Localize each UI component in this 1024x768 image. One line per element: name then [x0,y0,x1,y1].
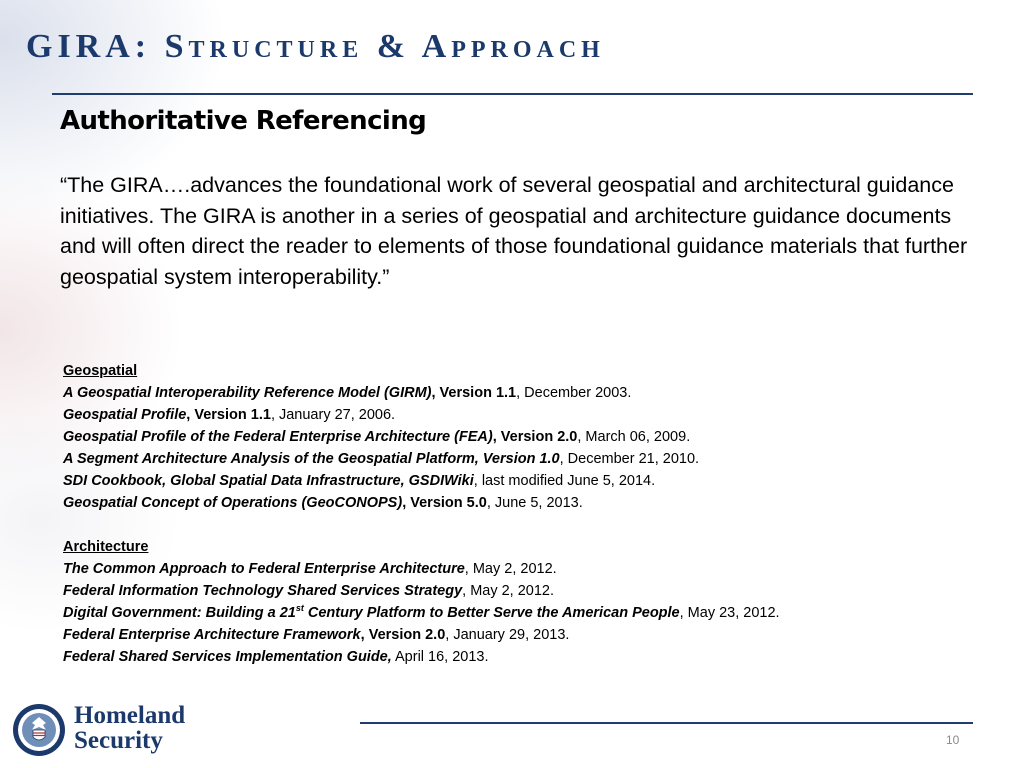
reference-title [63,605,680,621]
reference-title-part: Digital Government: Building a 21 [63,605,296,621]
reference-item [63,404,1003,426]
reference-version: , Version 2.0 [360,627,446,643]
reference-version: , Version 1.1 [431,385,517,401]
slide-subtitle: Authoritative Referencing [60,106,427,136]
reference-title-part: Century Platform to Better Serve the American People [303,605,680,621]
logo-line-1: Homeland [74,702,186,729]
reference-title: A Segment Architecture Analysis of the Geospatial Platform, Version 1.0 [63,451,560,467]
reference-date: , June 5, 2013. [486,495,583,511]
reference-version: , Version 2.0 [492,429,578,445]
reference-title: The Common Approach to Federal Enterprise Architecture [63,561,465,577]
geospatial-heading: Geospatial [63,363,138,379]
dhs-logo [12,703,202,759]
title-divider [52,93,973,95]
reference-item [63,558,1003,580]
reference-item [63,646,1003,668]
reference-date: April 16, 2013. [391,649,489,665]
reference-title: Geospatial Concept of Operations (GeoCONOPS) [63,495,403,511]
reference-title: Federal Enterprise Architecture Framework [63,627,361,643]
reference-date: , last modified June 5, 2014. [473,473,656,489]
architecture-heading: Architecture [63,539,149,555]
reference-item [63,470,1003,492]
reference-date: , January 29, 2013. [445,627,570,643]
reference-date: , December 2003. [516,385,632,401]
reference-item [63,382,1003,404]
reference-date: , January 27, 2006. [270,407,396,423]
dhs-seal-icon [12,703,66,757]
reference-title: Geospatial Profile [63,407,187,423]
reference-item [63,492,1003,514]
reference-title-superscript: st [295,603,304,614]
reference-date: , March 06, 2009. [577,429,691,445]
reference-title: Federal Shared Services Implementation Guide, [63,649,392,665]
quote-paragraph: “The GIRA….advances the foundational work of several geospatial and architectural guidance initiatives. The GIRA is another in a series of geospatial and architecture guidance documents and will often direct the reader to elements of those foundational guidance materials that further geospatial system interoperability.” [60,173,968,289]
section-spacer [63,514,1003,536]
dhs-wordmark [74,703,185,753]
footer-divider [360,722,973,724]
reference-version: , Version 5.0 [402,495,487,511]
slide-title: GIRA: Structure & Approach [26,28,605,65]
reference-date: , May 2, 2012. [464,561,557,577]
references-list [63,360,1003,668]
reference-item [63,426,1003,448]
reference-title: SDI Cookbook, Global Spatial Data Infrastructure, GSDIWiki [63,473,474,489]
logo-line-2: Security [74,727,163,754]
reference-version: , Version 1.1 [186,407,271,423]
reference-date: , December 21, 2010. [559,451,700,467]
reference-title: Geospatial Profile of the Federal Enterprise Architecture (FEA) [63,429,493,445]
reference-date: , May 2, 2012. [462,583,555,599]
reference-item [63,580,1003,602]
reference-item [63,448,1003,470]
reference-item [63,602,1003,624]
reference-date: , May 23, 2012. [679,605,780,621]
page-number: 10 [946,733,960,747]
reference-item [63,624,1003,646]
reference-title: A Geospatial Interoperability Reference Model (GIRM) [63,385,432,401]
reference-title: Federal Information Technology Shared Services Strategy [63,583,463,599]
